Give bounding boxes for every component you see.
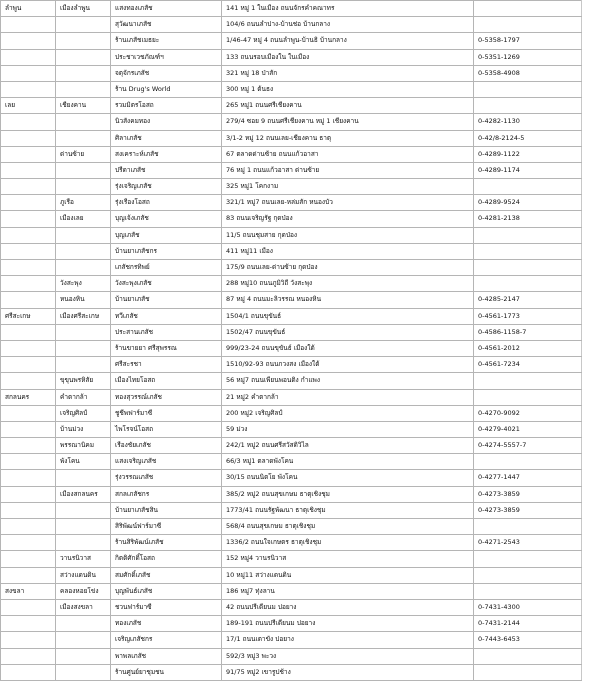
district-cell	[56, 179, 111, 195]
address-cell: 385/2 หมู่2 ถนนสุขเกษม ธาตุเชิงชุม	[222, 486, 474, 502]
province-cell	[1, 519, 56, 535]
pharmacy-name-cell: เมืองไทยโอสถ	[111, 373, 222, 389]
address-cell: 141 หมู่ 1 ในเมือง ถนนจักรคำคณาทร	[222, 1, 474, 17]
district-cell	[56, 49, 111, 65]
phone-cell: 0-7431-4300	[474, 599, 582, 615]
pharmacy-name-cell: บุญพันธ์เภสัช	[111, 583, 222, 599]
pharmacy-name-cell: รวมมิตรโอสถ	[111, 98, 222, 114]
pharmacy-name-cell: บ้านยาเภสัช	[111, 292, 222, 308]
address-cell: 133 ถนนรอบเมืองใน ในเมือง	[222, 49, 474, 65]
phone-cell	[474, 1, 582, 17]
table-row	[1, 146, 582, 162]
address-cell: 104/6 ถนนลำปาง-บ้านช่อ บ้านกลาง	[222, 17, 474, 33]
address-cell: 175/9 ถนนเลย-ด่านซ้าย กุดป่อง	[222, 260, 474, 276]
province-cell	[1, 664, 56, 680]
district-cell: พรรณานิคม	[56, 438, 111, 454]
district-cell	[56, 260, 111, 276]
address-cell: 91/75 หมู่2 เขารูปช้าง	[222, 664, 474, 680]
pharmacy-name-cell: ชวนฟาร์มาซี	[111, 599, 222, 615]
pharmacy-name-cell: ประสานเภสัช	[111, 324, 222, 340]
pharmacy-name-cell: สุวัฒนาเภสัช	[111, 17, 222, 33]
province-cell	[1, 49, 56, 65]
pharmacy-name-cell: สมศักดิ์เภสัช	[111, 567, 222, 583]
district-cell: บ้านม่วง	[56, 421, 111, 437]
province-cell: สงขลา	[1, 583, 56, 599]
phone-cell	[474, 551, 582, 567]
district-cell: พังโคน	[56, 454, 111, 470]
province-cell	[1, 551, 56, 567]
phone-cell	[474, 243, 582, 259]
address-cell: 1504/1 ถนนขุขันธ์	[222, 308, 474, 324]
address-cell: 999/23-24 ถนนขุขันธ์ เมืองใต้	[222, 340, 474, 356]
district-cell: ภูเรือ	[56, 195, 111, 211]
address-cell: 200 หมู่2 เจริญศิลป์	[222, 405, 474, 421]
address-cell: 321 หมู่ 18 ป่าสัก	[222, 65, 474, 81]
pharmacy-name-cell: สกลเภสัชกร	[111, 486, 222, 502]
phone-cell: 0-4285-2147	[474, 292, 582, 308]
table-row	[1, 340, 582, 356]
address-cell: 189-191 ถนนปรีเดียนม ปอยาง	[222, 616, 474, 632]
district-cell	[56, 616, 111, 632]
pharmacy-name-cell: บุญเจ้งเภสัช	[111, 211, 222, 227]
district-cell	[56, 33, 111, 49]
table-row	[1, 81, 582, 97]
table-row	[1, 357, 582, 373]
address-cell: 67 ตลาดด่านซ้าย ถนนแก้วอาสา	[222, 146, 474, 162]
address-cell: 1510/92-93 ถนนกวงสง เมืองใต้	[222, 357, 474, 373]
table-row	[1, 49, 582, 65]
table-row	[1, 583, 582, 599]
district-cell: วังสะพุง	[56, 276, 111, 292]
address-cell: 1773/41 ถนนรัฐพัฒนา ธาตุเชิงชุม	[222, 502, 474, 518]
table-row	[1, 632, 582, 648]
district-cell: เมืองศรีสะเกษ	[56, 308, 111, 324]
table-row	[1, 98, 582, 114]
pharmacy-name-cell: ร้านศูนย์ยาชุมชน	[111, 664, 222, 680]
pharmacy-name-cell: กิตติศักดิ์โอสถ	[111, 551, 222, 567]
phone-cell: 0-4289-9524	[474, 195, 582, 211]
table-row	[1, 65, 582, 81]
province-cell	[1, 33, 56, 49]
address-cell: 152 หมู่4 วานรนิวาส	[222, 551, 474, 567]
district-cell: ขุขุนพรหิสัย	[56, 373, 111, 389]
province-cell	[1, 292, 56, 308]
province-cell: ลำพูน	[1, 1, 56, 17]
province-cell	[1, 632, 56, 648]
province-cell	[1, 162, 56, 178]
phone-cell: 0-4561-7234	[474, 357, 582, 373]
pharmacy-name-cell: รุ่งวรรณเภสัช	[111, 470, 222, 486]
table-row	[1, 243, 582, 259]
phone-cell: 0-42/8-2124-5	[474, 130, 582, 146]
district-cell: เมืองสกลนคร	[56, 486, 111, 502]
phone-cell: 0-5358-4908	[474, 65, 582, 81]
table-row	[1, 438, 582, 454]
province-cell	[1, 81, 56, 97]
address-cell: 56 หมู่7 ถนนเพียนพอนติง กำแพง	[222, 373, 474, 389]
district-cell: เมืองสงขลา	[56, 599, 111, 615]
province-cell	[1, 243, 56, 259]
address-cell: 21 หมู่2 คำตากล้า	[222, 389, 474, 405]
district-cell	[56, 648, 111, 664]
phone-cell	[474, 583, 582, 599]
pharmacy-name-cell: ศิลาเภสัช	[111, 130, 222, 146]
phone-cell: 0-4271-2543	[474, 535, 582, 551]
table-row	[1, 324, 582, 340]
address-cell: 321/1 หมู่7 ถนนเลย-หล่มสัก หนองบัว	[222, 195, 474, 211]
province-cell	[1, 648, 56, 664]
phone-cell	[474, 389, 582, 405]
table-row	[1, 421, 582, 437]
address-cell: 17/1 ถนนเตาขัง ปอยาง	[222, 632, 474, 648]
address-cell: 325 หมู่1 โคกงาม	[222, 179, 474, 195]
pharmacy-name-cell: สงเคราะห์เภสัช	[111, 146, 222, 162]
address-cell: 1/46-47 หมู่ 4 ถนนลำพูน-บ้านธิ บ้านกลาง	[222, 33, 474, 49]
province-cell	[1, 227, 56, 243]
district-cell	[56, 535, 111, 551]
province-cell: สกลนคร	[1, 389, 56, 405]
table-row	[1, 17, 582, 33]
address-cell: 66/3 หมู่1 ตลาดพังโคน	[222, 454, 474, 470]
phone-cell: 0-4289-1174	[474, 162, 582, 178]
address-cell: 242/1 หมู่2 ถนนศรีสวัสดิวิไล	[222, 438, 474, 454]
district-cell	[56, 519, 111, 535]
district-cell: คลองหอยโข่ง	[56, 583, 111, 599]
province-cell	[1, 179, 56, 195]
pharmacy-name-cell: ร้านเภสัชเมธยะ	[111, 33, 222, 49]
table-row	[1, 211, 582, 227]
address-cell: 59 ม่วง	[222, 421, 474, 437]
phone-cell: 0-4281-2138	[474, 211, 582, 227]
pharmacy-name-cell: ไพโรจน์โอสถ	[111, 421, 222, 437]
pharmacy-name-cell: เจริญเภสัชกร	[111, 632, 222, 648]
pharmacy-name-cell: บ้านยาเภสัชกร	[111, 243, 222, 259]
district-cell	[56, 357, 111, 373]
address-cell: 1336/2 ถนนใจเกษตร ธาตุเชิงชุม	[222, 535, 474, 551]
pharmacy-name-cell: ทวีเภสัช	[111, 308, 222, 324]
province-cell: ศรีสะเกษ	[1, 308, 56, 324]
address-cell: 186 หมู่7 ทุ่งลาน	[222, 583, 474, 599]
pharmacy-name-cell: เภสัชกรทิพย์	[111, 260, 222, 276]
province-cell	[1, 454, 56, 470]
district-cell	[56, 632, 111, 648]
address-cell: 30/15 ถนนนิตโย พังโคน	[222, 470, 474, 486]
address-cell: 1502/47 ถนนขุขันธ์	[222, 324, 474, 340]
district-cell: ด่านซ้าย	[56, 146, 111, 162]
address-cell: 568/4 ถนนสุขเกษม ธาตุเชิงชุม	[222, 519, 474, 535]
district-cell	[56, 243, 111, 259]
province-cell	[1, 340, 56, 356]
province-cell	[1, 405, 56, 421]
table-row	[1, 292, 582, 308]
table-row	[1, 454, 582, 470]
pharmacy-name-cell: บ้านยาเภสัชสิน	[111, 502, 222, 518]
district-cell	[56, 114, 111, 130]
phone-cell	[474, 276, 582, 292]
table-row	[1, 519, 582, 535]
phone-cell: 0-4289-1122	[474, 146, 582, 162]
pharmacy-name-cell: บุญเภสัช	[111, 227, 222, 243]
district-cell: เชียงคาน	[56, 98, 111, 114]
pharmacy-name-cell: พาพลเภสัช	[111, 648, 222, 664]
pharmacy-name-cell: สิริพัฒน์ฟาร์มาซี	[111, 519, 222, 535]
pharmacy-name-cell: แสงเจริญเภสัช	[111, 454, 222, 470]
province-cell	[1, 130, 56, 146]
pharmacy-name-cell: ร้านขายยา ศรีสุพรรณ	[111, 340, 222, 356]
province-cell: เลย	[1, 98, 56, 114]
district-cell	[56, 227, 111, 243]
phone-cell: 0-4282-1130	[474, 114, 582, 130]
address-cell: 279/4 ซอย 9 ถนนศรีเชียงคาน หมู่ 1 เชียงคาน	[222, 114, 474, 130]
pharmacy-name-cell: ทองเภสัช	[111, 616, 222, 632]
address-cell: 42 ถนนปรีเดียนม ปอยาง	[222, 599, 474, 615]
pharmacy-name-cell: ร้าน Drug's World	[111, 81, 222, 97]
phone-cell: 0-4277-1447	[474, 470, 582, 486]
address-cell: 300 หมู่ 1 ต้นธง	[222, 81, 474, 97]
pharmacy-name-cell: ปรีดาเภสัช	[111, 162, 222, 178]
table-row	[1, 470, 582, 486]
phone-cell: 0-7443-6453	[474, 632, 582, 648]
table-row	[1, 486, 582, 502]
province-cell	[1, 438, 56, 454]
district-cell	[56, 65, 111, 81]
province-cell	[1, 65, 56, 81]
table-row	[1, 1, 582, 17]
phone-cell: 0-4273-3859	[474, 486, 582, 502]
district-cell: เมืองลำพูน	[56, 1, 111, 17]
pharmacy-name-cell: จตุจักรเภสัช	[111, 65, 222, 81]
province-cell	[1, 373, 56, 389]
province-cell	[1, 357, 56, 373]
phone-cell: 0-4279-4021	[474, 421, 582, 437]
phone-cell	[474, 567, 582, 583]
table-row	[1, 130, 582, 146]
address-cell: 265 หมู่1 ถนนศรีเชียงคาน	[222, 98, 474, 114]
pharmacy-name-cell: ร้านสิริพัฒน์เภสัช	[111, 535, 222, 551]
phone-cell	[474, 179, 582, 195]
pharmacy-name-cell: ศรีสะรชา	[111, 357, 222, 373]
phone-cell	[474, 519, 582, 535]
table-row	[1, 276, 582, 292]
pharmacy-name-cell: เรืองชัยเภสัช	[111, 438, 222, 454]
phone-cell: 0-4274-5557-7	[474, 438, 582, 454]
district-cell	[56, 470, 111, 486]
phone-cell	[474, 98, 582, 114]
district-cell	[56, 162, 111, 178]
phone-cell	[474, 664, 582, 680]
pharmacy-table-body	[1, 1, 582, 681]
pharmacy-name-cell: ทองสุวรรณ์เภสัช	[111, 389, 222, 405]
pharmacy-name-cell: รุ่งเรืองโอสถ	[111, 195, 222, 211]
district-cell	[56, 130, 111, 146]
province-cell	[1, 146, 56, 162]
phone-cell: 0-4561-1773	[474, 308, 582, 324]
pharmacy-name-cell: นิวสังคมทอง	[111, 114, 222, 130]
district-cell	[56, 502, 111, 518]
table-row	[1, 648, 582, 664]
province-cell	[1, 567, 56, 583]
address-cell: 411 หมู่11 เมือง	[222, 243, 474, 259]
table-row	[1, 308, 582, 324]
pharmacy-name-cell: วังสะพุงเภสัช	[111, 276, 222, 292]
province-cell	[1, 502, 56, 518]
province-cell	[1, 260, 56, 276]
pharmacy-name-cell: ประชาเวชภัณฑ์ฯ	[111, 49, 222, 65]
phone-cell: 0-4561-2012	[474, 340, 582, 356]
province-cell	[1, 599, 56, 615]
address-cell: 288 หมู่10 ถนนภูมิวิถี วังสะพุง	[222, 276, 474, 292]
table-row	[1, 567, 582, 583]
phone-cell	[474, 648, 582, 664]
address-cell: 76 หมู่ 1 ถนนแก้วอาสา ด่านซ้าย	[222, 162, 474, 178]
table-row	[1, 405, 582, 421]
pharmacy-name-cell: รุ่งเจริญเภสัช	[111, 179, 222, 195]
district-cell	[56, 17, 111, 33]
phone-cell	[474, 454, 582, 470]
phone-cell	[474, 227, 582, 243]
address-cell: 11/5 ถนนชุมสาย กุดป่อง	[222, 227, 474, 243]
table-row	[1, 373, 582, 389]
province-cell	[1, 470, 56, 486]
address-cell: 83 ถนนเจริญรัฐ กุดป่อง	[222, 211, 474, 227]
pharmacy-name-cell: ชูชีพฟาร์มาซี	[111, 405, 222, 421]
district-cell: คำตากล้า	[56, 389, 111, 405]
province-cell	[1, 486, 56, 502]
phone-cell: 0-4273-3859	[474, 502, 582, 518]
district-cell	[56, 664, 111, 680]
district-cell: สว่างแดนดิน	[56, 567, 111, 583]
table-row	[1, 195, 582, 211]
table-row	[1, 179, 582, 195]
phone-cell: 0-5358-1797	[474, 33, 582, 49]
table-row	[1, 502, 582, 518]
district-cell: หนองหิน	[56, 292, 111, 308]
district-cell	[56, 340, 111, 356]
province-cell	[1, 535, 56, 551]
province-cell	[1, 195, 56, 211]
province-cell	[1, 421, 56, 437]
phone-cell: 0-4586-1158-7	[474, 324, 582, 340]
province-cell	[1, 17, 56, 33]
phone-cell: 0-4270-9092	[474, 405, 582, 421]
phone-cell	[474, 260, 582, 276]
district-cell: เจริญศิลป์	[56, 405, 111, 421]
phone-cell: 0-7431-2144	[474, 616, 582, 632]
table-row	[1, 227, 582, 243]
table-row	[1, 599, 582, 615]
address-cell: 3/1-2 หมู่ 12 ถนนเลย-เชียงคาน ธาตุ	[222, 130, 474, 146]
phone-cell: 0-5351-1269	[474, 49, 582, 65]
province-cell	[1, 616, 56, 632]
table-row	[1, 389, 582, 405]
table-row	[1, 33, 582, 49]
province-cell	[1, 276, 56, 292]
district-cell	[56, 324, 111, 340]
table-row	[1, 114, 582, 130]
table-row	[1, 535, 582, 551]
table-row	[1, 616, 582, 632]
province-cell	[1, 114, 56, 130]
province-cell	[1, 211, 56, 227]
table-row	[1, 664, 582, 680]
phone-cell	[474, 17, 582, 33]
district-cell: วานรนิวาส	[56, 551, 111, 567]
table-row	[1, 162, 582, 178]
district-cell: เมืองเลย	[56, 211, 111, 227]
phone-cell	[474, 373, 582, 389]
province-cell	[1, 324, 56, 340]
table-row	[1, 260, 582, 276]
address-cell: 87 หมู่ 4 ถนนมะลิวรรณ หนองหิน	[222, 292, 474, 308]
address-cell: 10 หมู่11 สว่างแดนดิน	[222, 567, 474, 583]
address-cell: 592/3 หมู่3 พะวง	[222, 648, 474, 664]
table-row	[1, 551, 582, 567]
district-cell	[56, 81, 111, 97]
phone-cell	[474, 81, 582, 97]
pharmacy-name-cell: แสงทองเภสัช	[111, 1, 222, 17]
